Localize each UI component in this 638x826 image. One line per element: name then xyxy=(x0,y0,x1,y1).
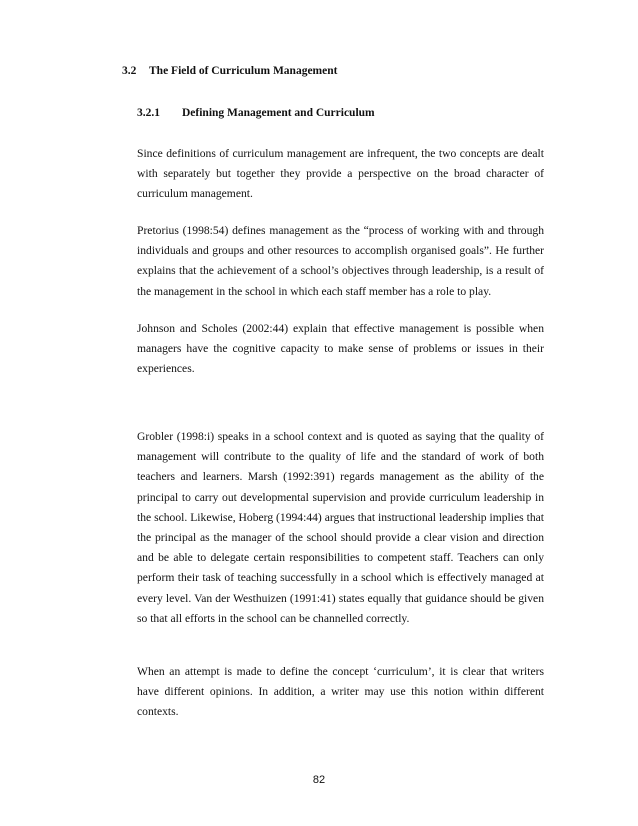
paragraph-pretorius-definition: Pretorius (1998:54) defines management as the “process of working with and through individuals and groups and other resources to accomplish organised goals”. He further explains that the achievement of a school’s objectives through leadership, is a result of the management in the school in which each staff member has a role to play. xyxy=(137,224,544,298)
subsection-number: 3.2.1 xyxy=(137,107,160,119)
paragraph-johnson-scholes: Johnson and Scholes (2002:44) explain that effective management is possible when managers have the cognitive capacity to make sense of problems or issues in their experiences. xyxy=(137,322,544,376)
subsection-title: Defining Management and Curriculum xyxy=(182,107,375,119)
page-number: 82 xyxy=(312,774,326,786)
paragraph-curriculum-concept: When an attempt is made to define the concept ‘curriculum’, it is clear that writers have different opinions. In addition, a writer may use this notion within different contexts. xyxy=(137,665,544,719)
section-heading xyxy=(122,65,337,77)
paragraph-curriculum-management-intro: Since definitions of curriculum management are infrequent, the two concepts are dealt with separately but together they provide a perspective on the broad character of curriculum management. xyxy=(137,147,544,201)
subsection-heading xyxy=(137,107,375,119)
section-title: The Field of Curriculum Management xyxy=(149,65,338,77)
paragraph-grobler-marsh-hoberg: Grobler (1998:i) speaks in a school context and is quoted as saying that the quality of management will contribute to the quality of life and the standard of work of both teachers and learners. Marsh (1992:391) regards management as the ability of the principal to carry out developmental supervision and provide curriculum leadership in the school. Likewise, Hoberg (1994:44) argues that instructional leadership implies that the principal as the manager of the school should provide a clear vision and direction and be able to delegate certain responsibilities to competent staff. Teachers can only perform their task of teaching successfully in a school which is effectively managed at every level. Van der Westhuizen (1991:41) states equally that guidance should be given so that all efforts in the school can be channelled correctly. xyxy=(137,430,544,625)
section-number: 3.2 xyxy=(122,65,137,77)
